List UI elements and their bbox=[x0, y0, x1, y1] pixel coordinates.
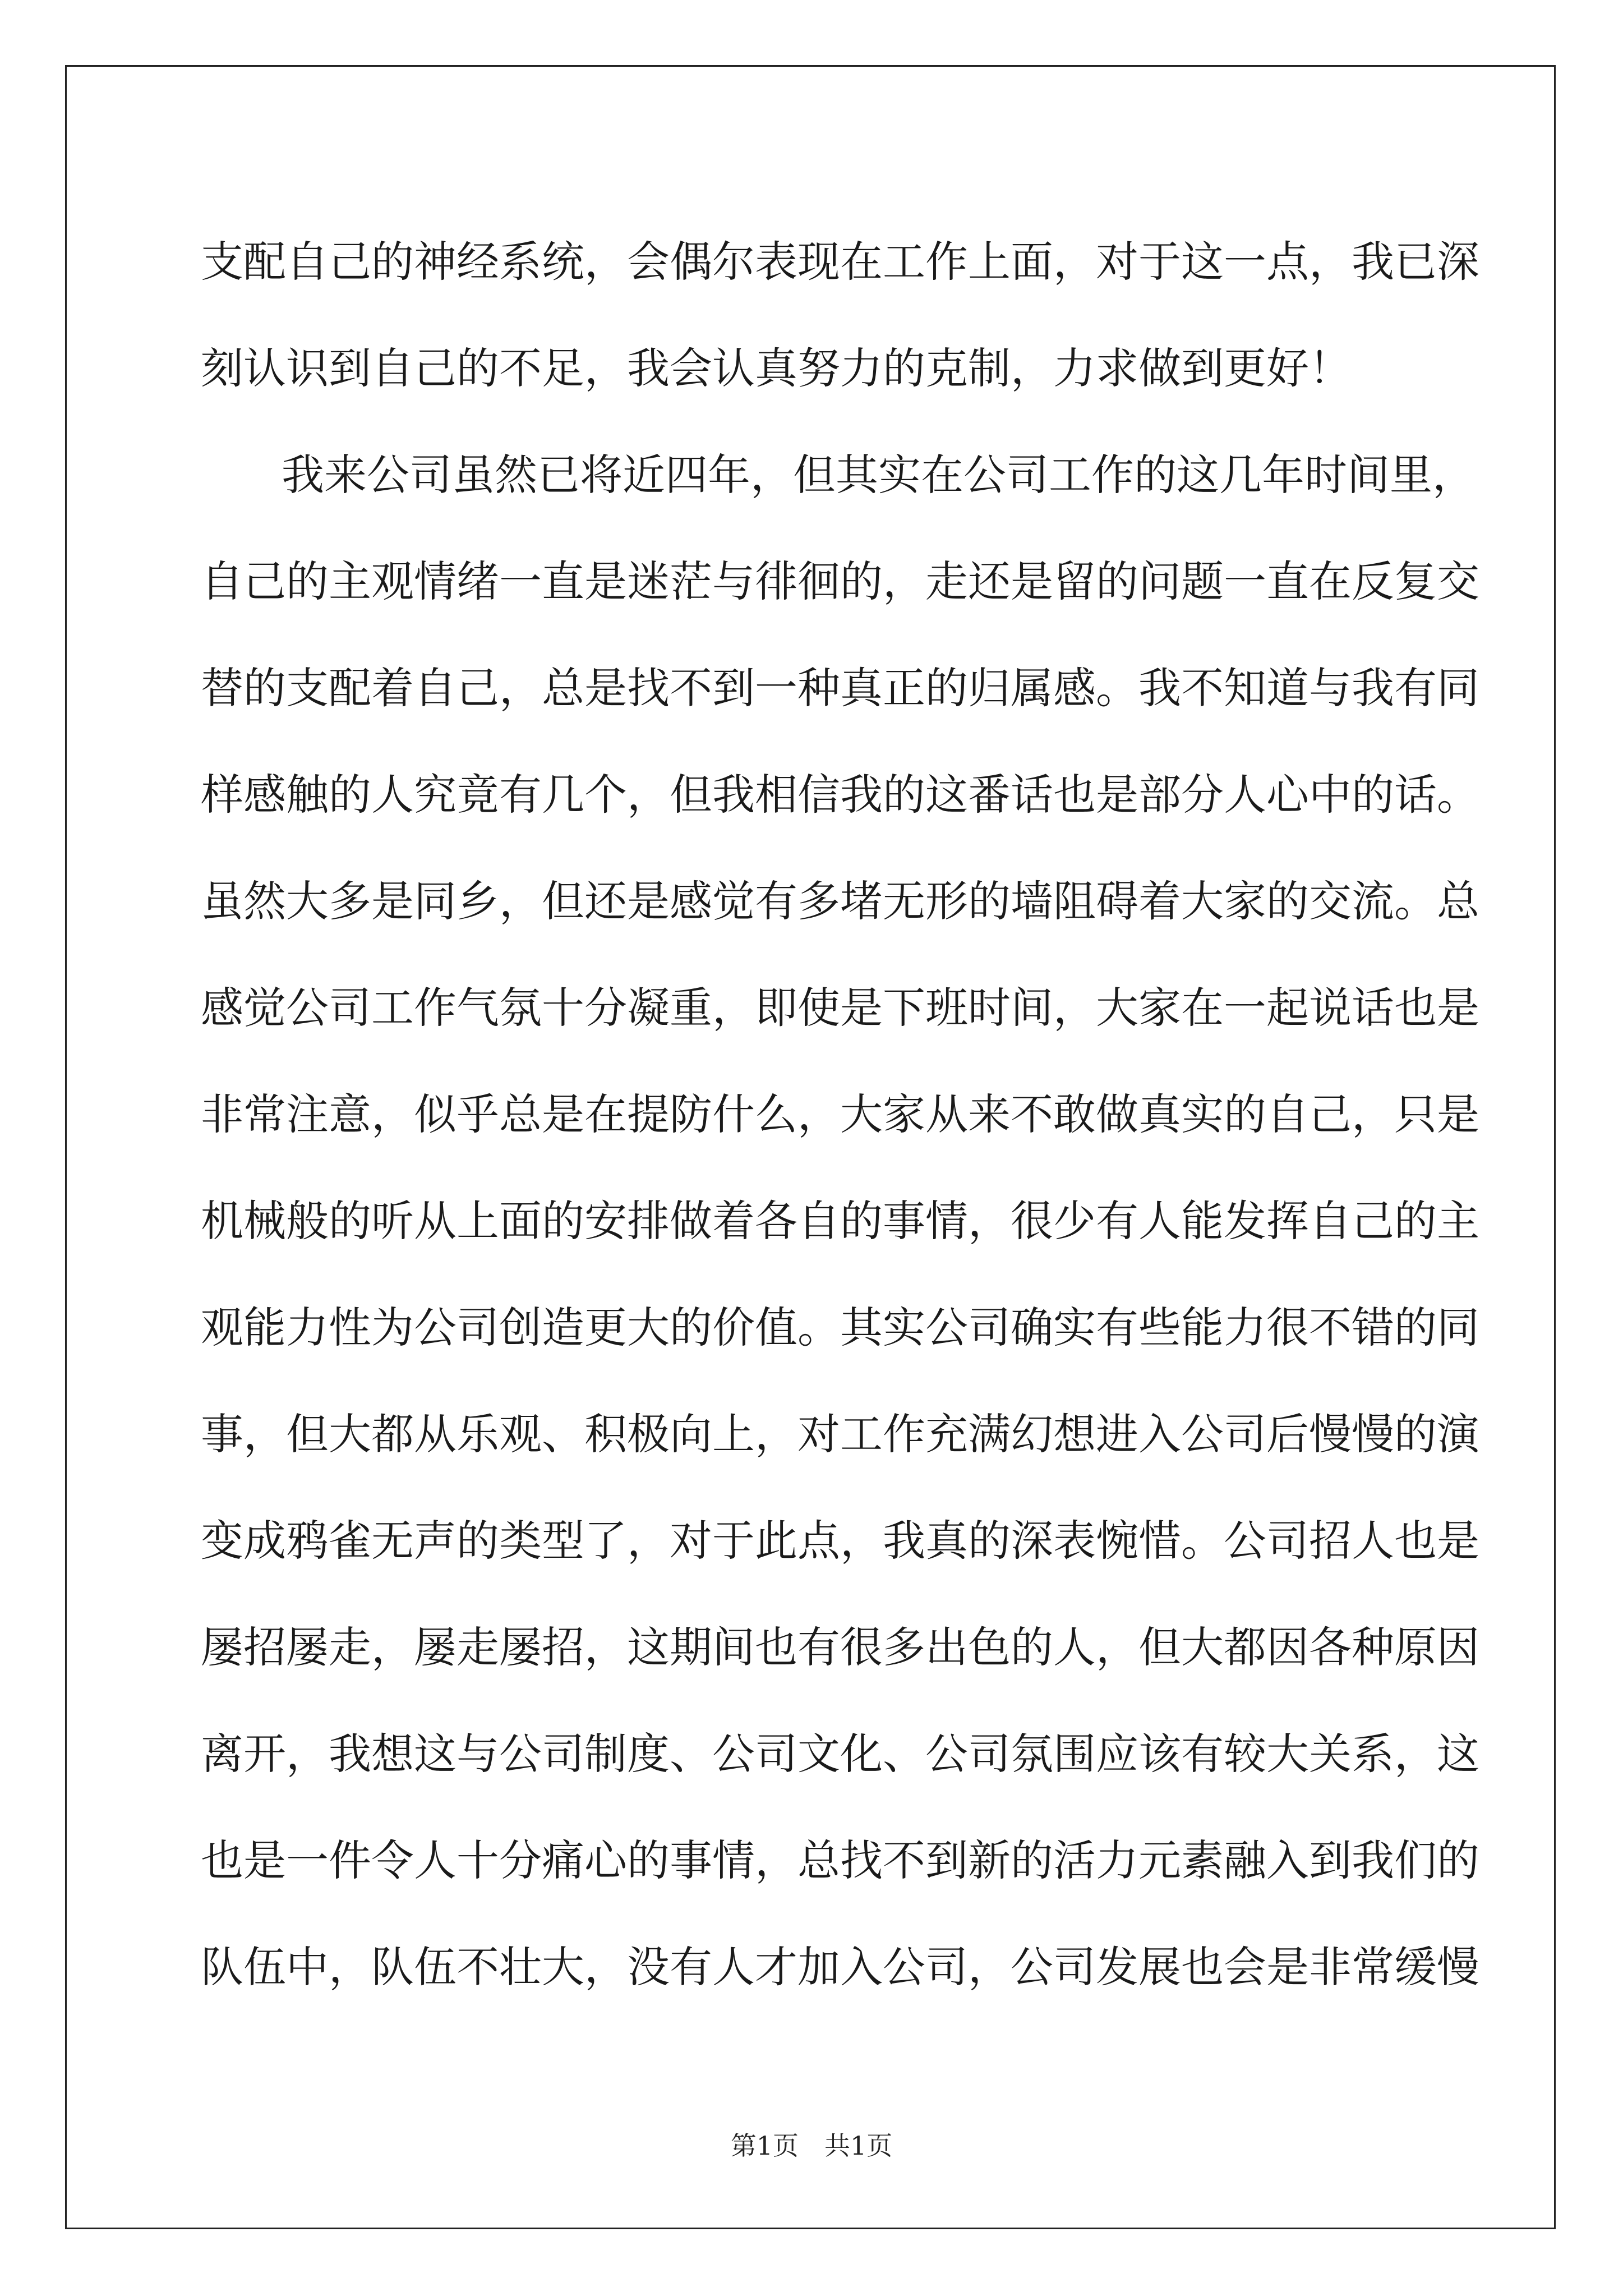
document-body bbox=[201, 209, 1479, 2021]
text-line: 事，但大都从乐观、积极向上，对工作充满幻想进入公司后慢慢的演 bbox=[201, 1409, 1479, 1459]
page-number-footer: 第1页 共1页 bbox=[730, 2131, 893, 2161]
text-line: 自己的主观情绪一直是迷茫与徘徊的，走还是留的问题一直在反复交 bbox=[201, 556, 1479, 606]
text-line: 虽然大多是同乡，但还是感觉有多堵无形的墙阻碍着大家的交流。总 bbox=[201, 876, 1479, 926]
text-line: 感觉公司工作气氛十分凝重，即使是下班时间，大家在一起说话也是 bbox=[201, 983, 1479, 1033]
text-line: 也是一件令人十分痛心的事情，总找不到新的活力元素融入到我们的 bbox=[201, 1835, 1479, 1885]
text-line: 替的支配着自己，总是找不到一种真正的归属感。我不知道与我有同 bbox=[201, 663, 1479, 713]
text-line: 离开，我想这与公司制度、公司文化、公司氛围应该有较大关系，这 bbox=[201, 1729, 1479, 1779]
paragraph-first-line: 我来公司虽然已将近四年，但其实在公司工作的这几年时间里， bbox=[282, 450, 1475, 500]
text-line: 机械般的听从上面的安排做着各自的事情，很少有人能发挥自己的主 bbox=[201, 1196, 1479, 1246]
text-line: 变成鸦雀无声的类型了，对于此点，我真的深表惋惜。公司招人也是 bbox=[201, 1516, 1479, 1566]
text-line: 队伍中，队伍不壮大，没有人才加入公司，公司发展也会是非常缓慢 bbox=[201, 1942, 1479, 1992]
text-line: 观能力性为公司创造更大的价值。其实公司确实有些能力很不错的同 bbox=[201, 1303, 1479, 1352]
text-line: 非常注意，似乎总是在提防什么，大家从来不敢做真实的自己，只是 bbox=[201, 1089, 1479, 1139]
text-line: 样感触的人究竟有几个，但我相信我的这番话也是部分人心中的话。 bbox=[201, 770, 1479, 820]
text-line: 屡招屡走，屡走屡招，这期间也有很多出色的人，但大都因各种原因 bbox=[201, 1622, 1479, 1672]
text-line: 支配自己的神经系统，会偶尔表现在工作上面，对于这一点，我已深 bbox=[201, 237, 1479, 287]
text-line: 刻认识到自己的不足，我会认真努力的克制，力求做到更好！ bbox=[201, 343, 1352, 393]
